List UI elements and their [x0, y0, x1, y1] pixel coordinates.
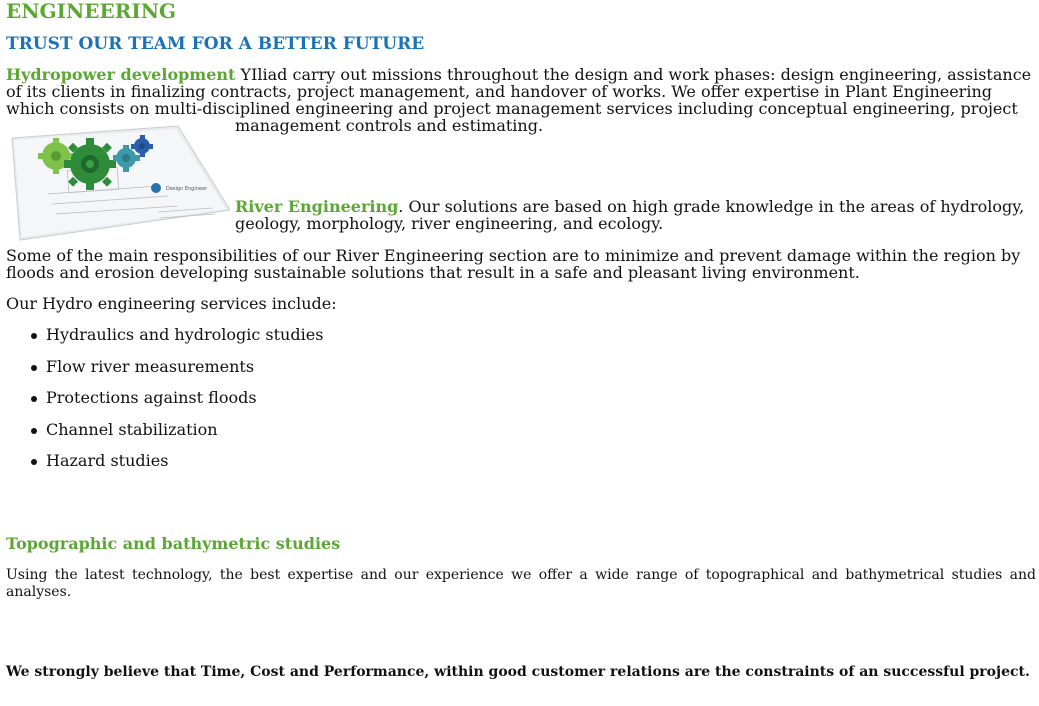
list-item: Protections against floods — [6, 389, 323, 421]
list-item: Hazard studies — [6, 452, 323, 484]
list-item: Flow river measurements — [6, 358, 323, 390]
river-engineering-section — [235, 198, 1035, 232]
services-intro: Our Hydro engineering services include: — [6, 294, 337, 313]
page-title: ENGINEERING — [6, 0, 177, 23]
responsibilities-paragraph: Some of the main responsibilities of our River Engineering section are to minimize and prevent damage within the region by floods and erosion developing sustainable solutions that result in a safe and pleasant living environment. — [6, 246, 1021, 282]
services-list — [6, 326, 323, 484]
list-item: Hydraulics and hydrologic studies — [6, 326, 323, 358]
river-engineering-paragraph — [235, 198, 1035, 232]
river-engineering-lead: River Engineering — [235, 197, 399, 216]
river-engineering-text: . Our solutions are based on high grade knowledge in the areas of hydrology, geology, morphology, river engineering, and ecology. — [235, 197, 1025, 233]
list-item: Channel stabilization — [6, 421, 323, 453]
gears-blueprint-image — [8, 124, 230, 242]
hydropower-text-continued: management controls and estimating. — [235, 116, 544, 135]
page-subtitle: TRUST OUR TEAM FOR A BETTER FUTURE — [6, 34, 425, 54]
topographic-text: Using the latest technology, the best expertise and our experience we offer a wide range of topographical and bathymetrical studies and analyses. — [6, 567, 1036, 600]
hydropower-paragraph — [6, 66, 1036, 117]
belief-statement: We strongly believe that Time, Cost and Performance, within good customer relations are the constraints of an successful project. — [6, 664, 1030, 680]
hydropower-text: YIliad carry out missions throughout the design and work phases: design engineering, assistance of its clients in finalizing contracts, project management, and handover of works. We offer expertise in Plant Engineering which consists on multi-disciplined engineering and project management services including conceptual engineering, project — [6, 65, 1032, 118]
card-label: Design Engineer — [166, 186, 208, 192]
topographic-title: Topographic and bathymetric studies — [6, 534, 341, 553]
gears-blueprint-icon — [8, 124, 230, 242]
hydropower-lead: Hydropower development — [6, 65, 236, 84]
